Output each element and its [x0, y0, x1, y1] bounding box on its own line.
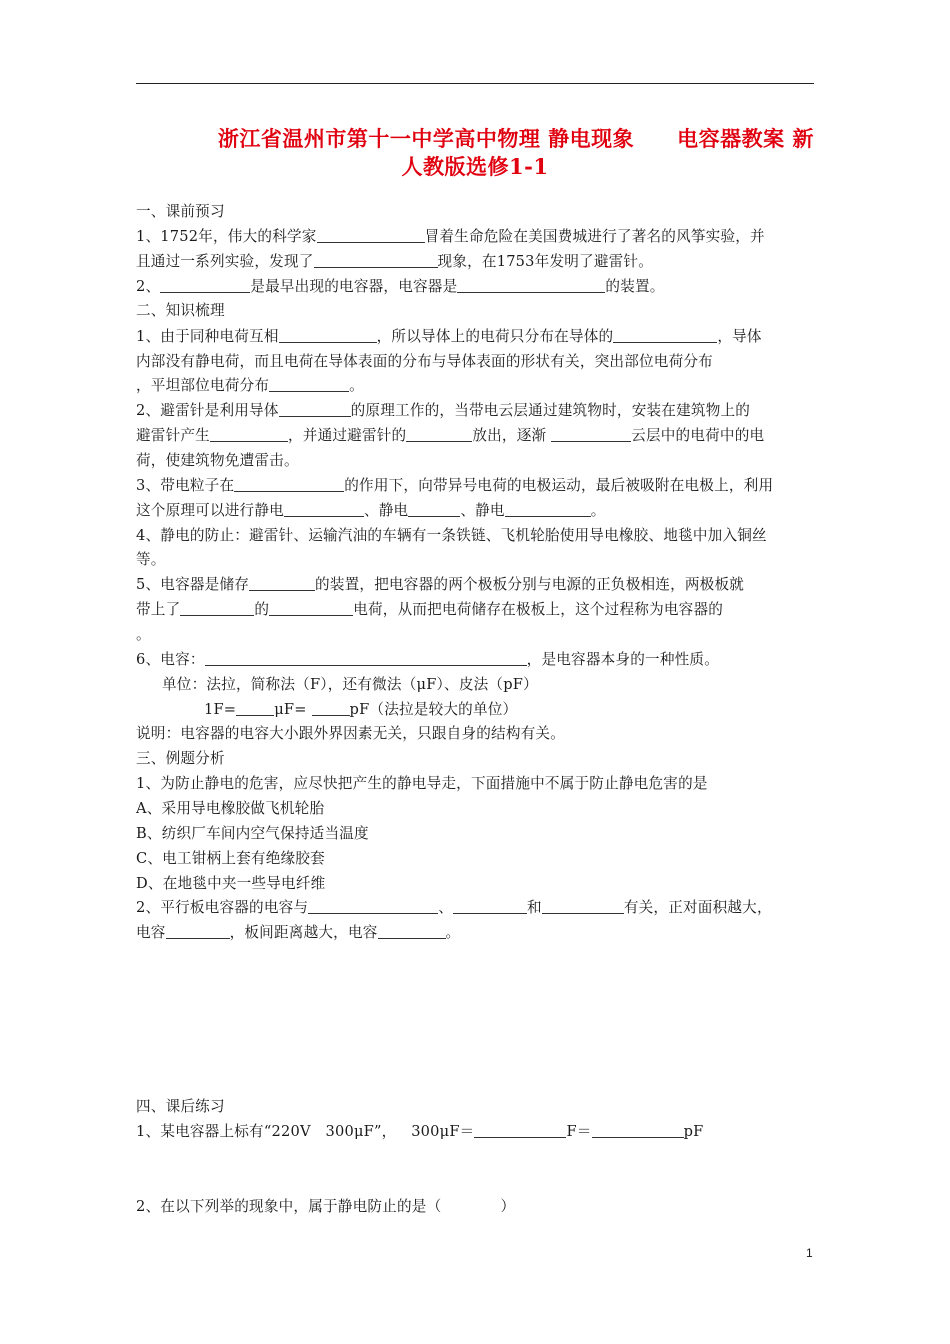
knowledge-q1-line3: [136, 376, 816, 396]
section-heading-examples: 三、例题分析: [136, 750, 225, 767]
text: 冒着生命危险在美国费城进行了著名的风筝实验，并: [424, 228, 765, 245]
text: pF: [683, 1123, 704, 1140]
text: ，导体: [717, 328, 762, 345]
homework-q2: 2、在以下列举的现象中，属于静电防止的是（ ）: [136, 1198, 516, 1215]
text: 带上了: [136, 601, 181, 618]
text: 5、电容器是储存: [136, 576, 250, 593]
text: 且通过一系列实验，发现了: [136, 253, 314, 270]
text: μF=: [274, 701, 312, 718]
page-number: 1: [806, 1246, 813, 1260]
text: 的装置，把电容器的两个极板分别与电源的正负极相连，两极板就: [315, 576, 745, 593]
text: 电荷，从而把电荷储存在极板上，这个过程称为电容器的: [353, 601, 724, 618]
blank[interactable]: [205, 650, 527, 666]
preview-q1-line1: [136, 227, 816, 247]
example-q1-option-a[interactable]: A、采用导电橡胶做飞机轮胎: [136, 800, 325, 817]
blank[interactable]: [234, 476, 344, 492]
text: 放出，逐渐: [472, 427, 552, 444]
knowledge-q6-line1: [136, 650, 816, 670]
blank[interactable]: [279, 401, 351, 417]
section-heading-preview: 一、课前预习: [136, 203, 225, 220]
text: 的: [254, 601, 270, 618]
blank[interactable]: [269, 600, 353, 616]
example-q1-option-b[interactable]: B、纺织厂车间内空气保持适当温度: [136, 825, 369, 842]
blank[interactable]: [317, 227, 425, 243]
blank[interactable]: [592, 1122, 684, 1138]
text: 6、电容：: [136, 651, 205, 668]
preview-q2: [136, 277, 816, 297]
homework-q1: [136, 1122, 816, 1142]
text: 3、带电粒子在: [136, 477, 235, 494]
blank[interactable]: [180, 600, 254, 616]
knowledge-q3-line2: [136, 501, 816, 521]
text: 和: [527, 899, 542, 916]
text: 避雷针产生: [136, 427, 210, 444]
example-q2-line2: [136, 923, 816, 943]
text: F＝: [566, 1123, 592, 1140]
text: 有关，正对面积越大，: [623, 899, 772, 916]
text: 。: [590, 502, 606, 519]
header-rule: [136, 83, 814, 84]
blank[interactable]: [551, 426, 631, 442]
blank[interactable]: [284, 501, 364, 517]
blank[interactable]: [249, 575, 315, 591]
blank[interactable]: [457, 277, 605, 293]
knowledge-q5-line1: [136, 575, 816, 595]
blank[interactable]: [269, 376, 349, 392]
text: ，是电容器本身的一种性质。: [526, 651, 719, 668]
knowledge-q2-line1: [136, 401, 816, 421]
knowledge-q6-conversion: [204, 700, 884, 720]
knowledge-q3-line1: [136, 476, 816, 496]
section-heading-homework: 四、课后练习: [136, 1098, 225, 1115]
knowledge-q4-line2: 等。: [136, 551, 166, 568]
text: pF（法拉是较大的单位）: [349, 701, 518, 718]
blank[interactable]: [542, 898, 624, 914]
blank[interactable]: [210, 426, 288, 442]
text: 2、避雷针是利用导体: [136, 402, 279, 419]
text: 1、由于同种电荷互相: [136, 328, 279, 345]
blank[interactable]: [236, 700, 274, 716]
text: 2、平行板电容器的电容与: [136, 899, 309, 916]
text: 的原理工作的，当带电云层通过建筑物时，安装在建筑物上的: [350, 402, 751, 419]
text: 这个原理可以进行静电: [136, 502, 284, 519]
text: 的装置。: [605, 278, 665, 295]
example-q1-option-c[interactable]: C、电工钳柄上套有绝缘胶套: [136, 850, 325, 867]
text: 现象，在1753年发明了避雷针。: [437, 253, 653, 270]
knowledge-q4-line1: 4、静电的防止：避雷针、运输汽油的车辆有一条铁链、飞机轮胎使用导电橡胶、地毯中加入铜丝: [136, 527, 767, 544]
text: 电容: [136, 924, 166, 941]
blank[interactable]: [505, 501, 591, 517]
blank[interactable]: [378, 923, 446, 939]
knowledge-q5-line2: [136, 600, 816, 620]
section-heading-knowledge: 二、知识梳理: [136, 302, 225, 319]
blank[interactable]: [453, 898, 527, 914]
knowledge-q1-line1: [136, 327, 816, 347]
text: 、静电: [460, 502, 505, 519]
text: ，板间距离越大，电容: [229, 924, 378, 941]
text: 1、某电容器上标有“220V 300μF”， 300μF＝: [136, 1123, 475, 1140]
knowledge-q2-line3: 荷，使建筑物免遭雷击。: [136, 452, 299, 469]
blank[interactable]: [308, 898, 438, 914]
text: 。: [349, 377, 364, 394]
text: 的作用下，向带异号电荷的电极运动，最后被吸附在电极上，利用: [344, 477, 774, 494]
knowledge-q6-note: 说明：电容器的电容大小跟外界因素无关，只跟自身的结构有关。: [136, 725, 566, 742]
blank[interactable]: [613, 327, 717, 343]
example-q1: 1、为防止静电的危害，应尽快把产生的静电导走，下面措施中不属于防止静电危害的是: [136, 775, 708, 792]
text: 、静电: [363, 502, 409, 519]
blank[interactable]: [314, 252, 438, 268]
knowledge-q5-line3: 。: [136, 626, 151, 643]
text: 1F=: [204, 701, 237, 718]
text: 。: [445, 924, 461, 941]
knowledge-q2-line2: [136, 426, 816, 446]
text: 、: [438, 899, 454, 916]
text: 1、1752年，伟大的科学家: [136, 228, 317, 245]
text: 云层中的电荷中的电: [631, 427, 765, 444]
example-q1-option-d[interactable]: D、在地毯中夹一些导电纤维: [136, 875, 326, 892]
blank[interactable]: [474, 1122, 566, 1138]
document-title: [136, 125, 814, 181]
title-line-2: 人教版选修1-1: [401, 154, 549, 179]
text: 是最早出现的电容器，电容器是: [250, 278, 458, 295]
text: ，所以导体上的电荷只分布在导体的: [376, 328, 614, 345]
title-line-1: 浙江省温州市第十一中学高中物理 静电现象 电容器教案 新: [217, 126, 814, 151]
text: ，平坦部位电荷分布: [136, 377, 270, 394]
text: ，并通过避雷针的: [287, 427, 407, 444]
blank[interactable]: [408, 501, 460, 517]
blank[interactable]: [279, 327, 377, 343]
knowledge-q1-line2: 内部没有静电荷，而且电荷在导体表面的分布与导体表面的形状有关，突出部位电荷分布: [136, 353, 713, 370]
blank[interactable]: [312, 700, 350, 716]
text: 2、: [136, 278, 161, 295]
preview-q1-line2: [136, 252, 816, 272]
blank[interactable]: [166, 923, 230, 939]
example-q2-line1: [136, 898, 816, 918]
blank[interactable]: [406, 426, 472, 442]
knowledge-q6-units: 单位：法拉，简称法（F），还有微法（μF）、皮法（pF）: [162, 676, 538, 693]
blank[interactable]: [160, 277, 250, 293]
